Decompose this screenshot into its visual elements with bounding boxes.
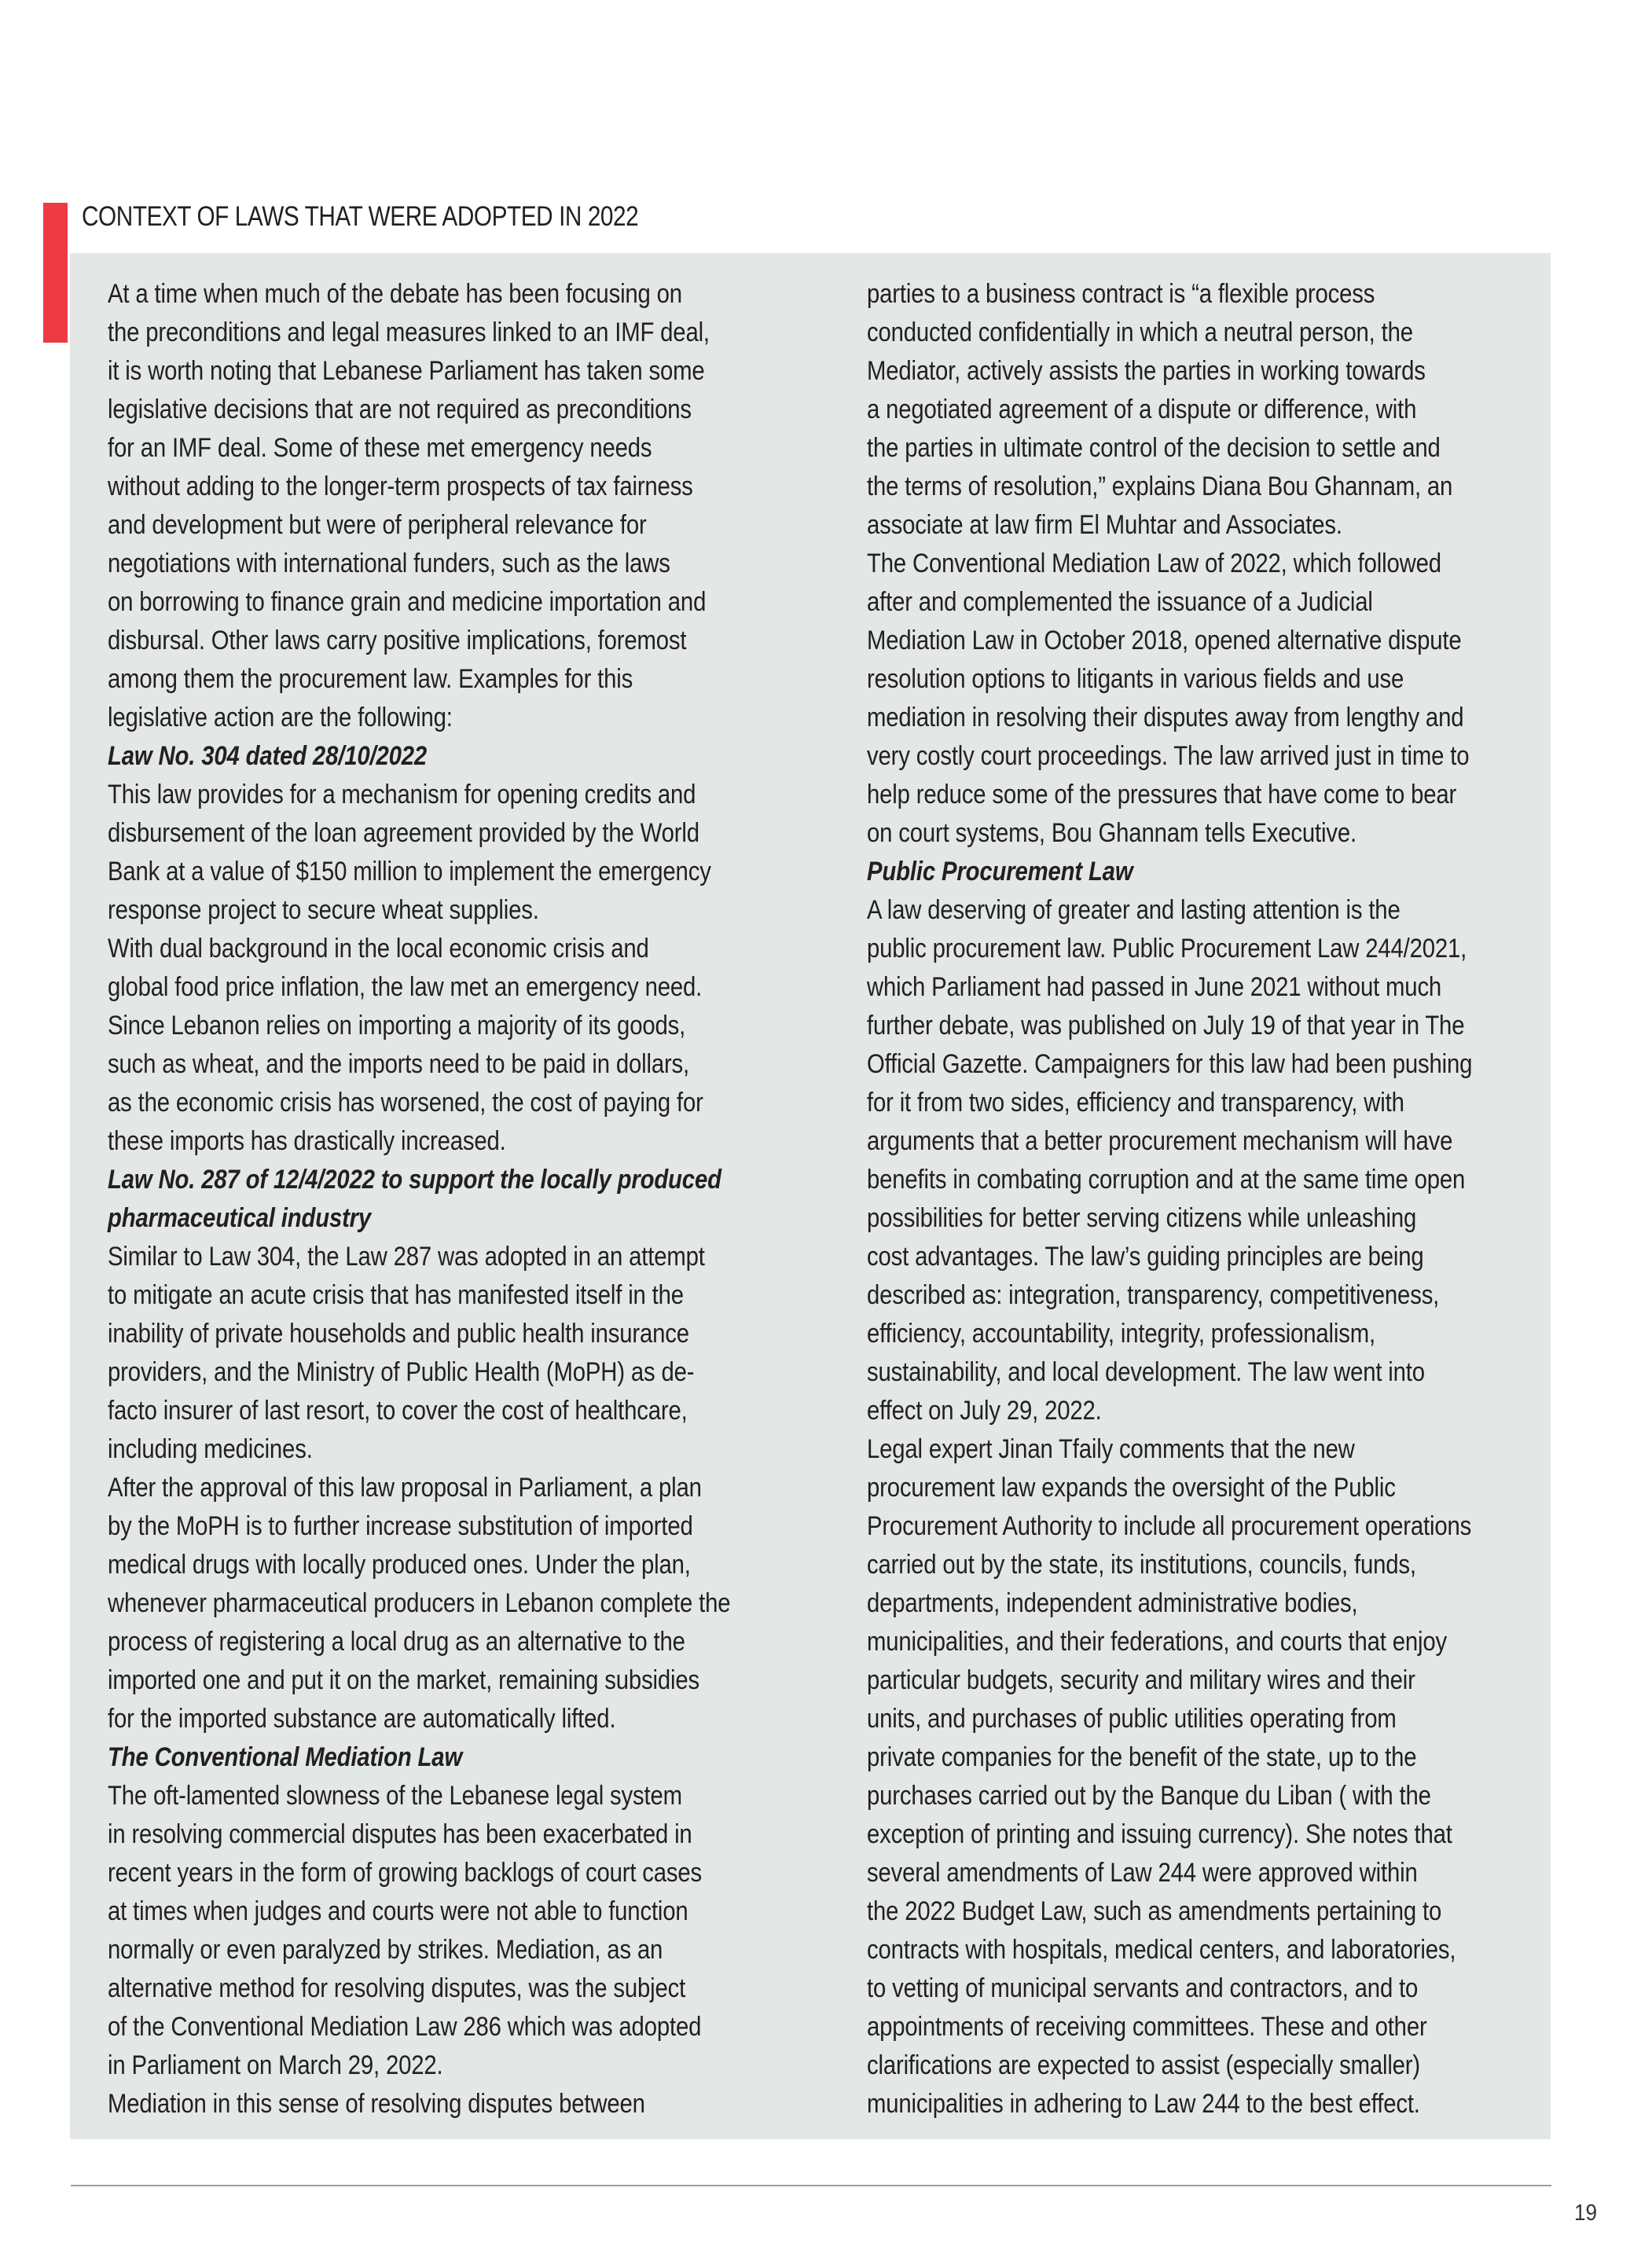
body-text-line: At a time when much of the debate has been focusing on xyxy=(108,279,682,309)
subheading-line: Public Procurement Law xyxy=(867,857,1133,886)
body-text-line: for an IMF deal. Some of these met emergency needs xyxy=(108,433,652,463)
body-text-line: clarifications are expected to assist (especially smaller) xyxy=(867,2050,1420,2080)
subheading-line: pharmaceutical industry xyxy=(108,1203,372,1233)
body-text-line: legislative action are the following: xyxy=(108,703,453,732)
body-text-line: efficiency, accountability, integrity, professionalism, xyxy=(867,1319,1375,1349)
body-text-line: Official Gazette. Campaigners for this law had been pushing xyxy=(867,1049,1473,1079)
body-text-line: the 2022 Budget Law, such as amendments pertaining to xyxy=(867,1896,1442,1926)
body-text-line: it is worth noting that Lebanese Parliament has taken some xyxy=(108,356,705,386)
body-text-line: procurement law expands the oversight of the Public xyxy=(867,1473,1396,1503)
body-text-line: municipalities in adhering to Law 244 to the best effect. xyxy=(867,2089,1420,2119)
body-text-line: mediation in resolving their disputes away from lengthy and xyxy=(867,703,1464,732)
body-text-line: as the economic crisis has worsened, the cost of paying for xyxy=(108,1088,703,1118)
body-text-line: Mediation Law in October 2018, opened alternative dispute xyxy=(867,626,1462,655)
body-text-line: process of registering a local drug as an alternative to the xyxy=(108,1627,685,1657)
body-text-line: among them the procurement law. Examples for this xyxy=(108,664,633,694)
body-text-line: disbursal. Other laws carry positive implications, foremost xyxy=(108,626,687,655)
body-text-line: such as wheat, and the imports need to be paid in dollars, xyxy=(108,1049,690,1079)
body-text-line: After the approval of this law proposal in Parliament, a plan xyxy=(108,1473,702,1503)
body-text-line: particular budgets, security and military wires and their xyxy=(867,1665,1415,1695)
body-text-line: negotiations with international funders, such as the laws xyxy=(108,549,670,578)
right-column xyxy=(867,275,1633,2123)
body-text-line: parties to a business contract is “a flexible process xyxy=(867,279,1375,309)
body-text-line: facto insurer of last resort, to cover the cost of healthcare, xyxy=(108,1396,688,1426)
body-text-line: public procurement law. Public Procurement Law 244/2021, xyxy=(867,934,1467,963)
body-text-line: described as: integration, transparency, competitiveness, xyxy=(867,1280,1440,1310)
body-text-line: the preconditions and legal measures linked to an IMF deal, xyxy=(108,317,710,347)
body-text-line: medical drugs with locally produced ones. Under the plan, xyxy=(108,1550,691,1580)
body-text-line: With dual background in the local economic crisis and xyxy=(108,934,649,963)
body-text-line: purchases carried out by the Banque du Liban ( with the xyxy=(867,1781,1431,1811)
subheading-line: Law No. 287 of 12/4/2022 to support the locally produced xyxy=(108,1165,721,1195)
body-text-line: associate at law firm El Muhtar and Associates. xyxy=(867,510,1342,540)
footer-rule xyxy=(71,2185,1551,2186)
section-title: CONTEXT OF LAWS THAT WERE ADOPTED IN 2022 xyxy=(82,201,639,232)
body-text-line: to mitigate an acute crisis that has manifested itself in the xyxy=(108,1280,684,1310)
body-text-line: without adding to the longer-term prospects of tax fairness xyxy=(108,472,693,501)
body-text-line: on borrowing to finance grain and medicine importation and xyxy=(108,587,707,617)
body-text-line: response project to secure wheat supplies. xyxy=(108,895,539,925)
body-text-line: at times when judges and courts were not able to function xyxy=(108,1896,688,1926)
body-text-line: appointments of receiving committees. These and other xyxy=(867,2012,1427,2042)
subheading-line: The Conventional Mediation Law xyxy=(108,1742,463,1772)
body-text-line: for the imported substance are automatically lifted. xyxy=(108,1704,616,1734)
body-text-line: and development but were of peripheral relevance for xyxy=(108,510,647,540)
body-text-line: resolution options to litigants in various fields and use xyxy=(867,664,1404,694)
body-text-line: conducted confidentially in which a neutral person, the xyxy=(867,317,1413,347)
body-text-line: imported one and put it on the market, remaining subsidies xyxy=(108,1665,700,1695)
body-text-line: very costly court proceedings. The law arrived just in time to xyxy=(867,741,1470,771)
body-text-line: municipalities, and their federations, and courts that enjoy xyxy=(867,1627,1448,1657)
body-text-line: help reduce some of the pressures that have come to bear xyxy=(867,780,1457,809)
body-text-line: The oft-lamented slowness of the Lebanese legal system xyxy=(108,1781,682,1811)
body-text-line: The Conventional Mediation Law of 2022, which followed xyxy=(867,549,1441,578)
body-text-line: benefits in combating corruption and at the same time open xyxy=(867,1165,1466,1195)
body-text-line: for it from two sides, efficiency and transparency, with xyxy=(867,1088,1404,1118)
body-text-line: recent years in the form of growing backlogs of court cases xyxy=(108,1858,703,1888)
body-text-line: in Parliament on March 29, 2022. xyxy=(108,2050,443,2080)
section-accent-bar xyxy=(43,203,68,343)
body-text-line: which Parliament had passed in June 2021 without much xyxy=(867,972,1442,1002)
body-text-line: sustainability, and local development. The law went into xyxy=(867,1357,1425,1387)
body-text-line: disbursement of the loan agreement provided by the World xyxy=(108,818,699,848)
body-text-line: contracts with hospitals, medical centers, and laboratories, xyxy=(867,1935,1456,1965)
body-text-line: Procurement Authority to include all procurement operations xyxy=(867,1511,1472,1541)
body-text-line: further debate, was published on July 19 of that year in The xyxy=(867,1011,1465,1041)
body-text-line: alternative method for resolving disputes, was the subject xyxy=(108,1973,686,2003)
body-text-line: after and complemented the issuance of a Judicial xyxy=(867,587,1373,617)
body-text-line: to vetting of municipal servants and contractors, and to xyxy=(867,1973,1419,2003)
body-text-line: of the Conventional Mediation Law 286 which was adopted xyxy=(108,2012,702,2042)
body-text-line: by the MoPH is to further increase substitution of imported xyxy=(108,1511,693,1541)
body-text-line: departments, independent administrative bodies, xyxy=(867,1588,1358,1618)
page-number: 19 xyxy=(1574,2200,1598,2226)
body-text-line: whenever pharmaceutical producers in Lebanon complete the xyxy=(108,1588,731,1618)
body-text-line: Since Lebanon relies on importing a majority of its goods, xyxy=(108,1011,686,1041)
body-text-line: inability of private households and public health insurance xyxy=(108,1319,689,1349)
body-text-line: private companies for the benefit of the state, up to the xyxy=(867,1742,1417,1772)
body-text-line: exception of printing and issuing currency). She notes that xyxy=(867,1819,1452,1849)
body-text-line: global food price inflation, the law met an emergency need. xyxy=(108,972,703,1002)
subheading-line: Law No. 304 dated 28/10/2022 xyxy=(108,741,428,771)
body-text-line: Mediator, actively assists the parties in working towards xyxy=(867,356,1426,386)
body-text-line: Legal expert Jinan Tfaily comments that the new xyxy=(867,1434,1355,1464)
body-text-line: This law provides for a mechanism for opening credits and xyxy=(108,780,696,809)
body-text-line: the terms of resolution,” explains Diana Bou Ghannam, an xyxy=(867,472,1453,501)
body-text-line: effect on July 29, 2022. xyxy=(867,1396,1102,1426)
body-text-line: possibilities for better serving citizens while unleashing xyxy=(867,1203,1417,1233)
body-text-line: Mediation in this sense of resolving disputes between xyxy=(108,2089,645,2119)
body-text-line: Bank at a value of $150 million to implement the emergency xyxy=(108,857,711,886)
body-text-line: arguments that a better procurement mechanism will have xyxy=(867,1126,1453,1156)
body-text-line: cost advantages. The law’s guiding principles are being xyxy=(867,1242,1424,1272)
body-text-line: units, and purchases of public utilities operating from xyxy=(867,1704,1397,1734)
body-text-line: a negotiated agreement of a dispute or difference, with xyxy=(867,395,1417,424)
body-text-line: several amendments of Law 244 were approved within xyxy=(867,1858,1418,1888)
body-text-line: the parties in ultimate control of the decision to settle and xyxy=(867,433,1441,463)
body-text-line: providers, and the Ministry of Public Health (MoPH) as de- xyxy=(108,1357,695,1387)
left-column xyxy=(108,275,874,2123)
body-text-line: carried out by the state, its institutions, councils, funds, xyxy=(867,1550,1416,1580)
body-text-line: in resolving commercial disputes has been exacerbated in xyxy=(108,1819,692,1849)
body-text-line: legislative decisions that are not required as preconditions xyxy=(108,395,692,424)
body-text-line: A law deserving of greater and lasting attention is the xyxy=(867,895,1401,925)
body-text-line: including medicines. xyxy=(108,1434,313,1464)
body-text-line: Similar to Law 304, the Law 287 was adopted in an attempt xyxy=(108,1242,705,1272)
body-text-line: normally or even paralyzed by strikes. Mediation, as an xyxy=(108,1935,663,1965)
body-text-line: on court systems, Bou Ghannam tells Executive. xyxy=(867,818,1356,848)
body-text-line: these imports has drastically increased. xyxy=(108,1126,506,1156)
